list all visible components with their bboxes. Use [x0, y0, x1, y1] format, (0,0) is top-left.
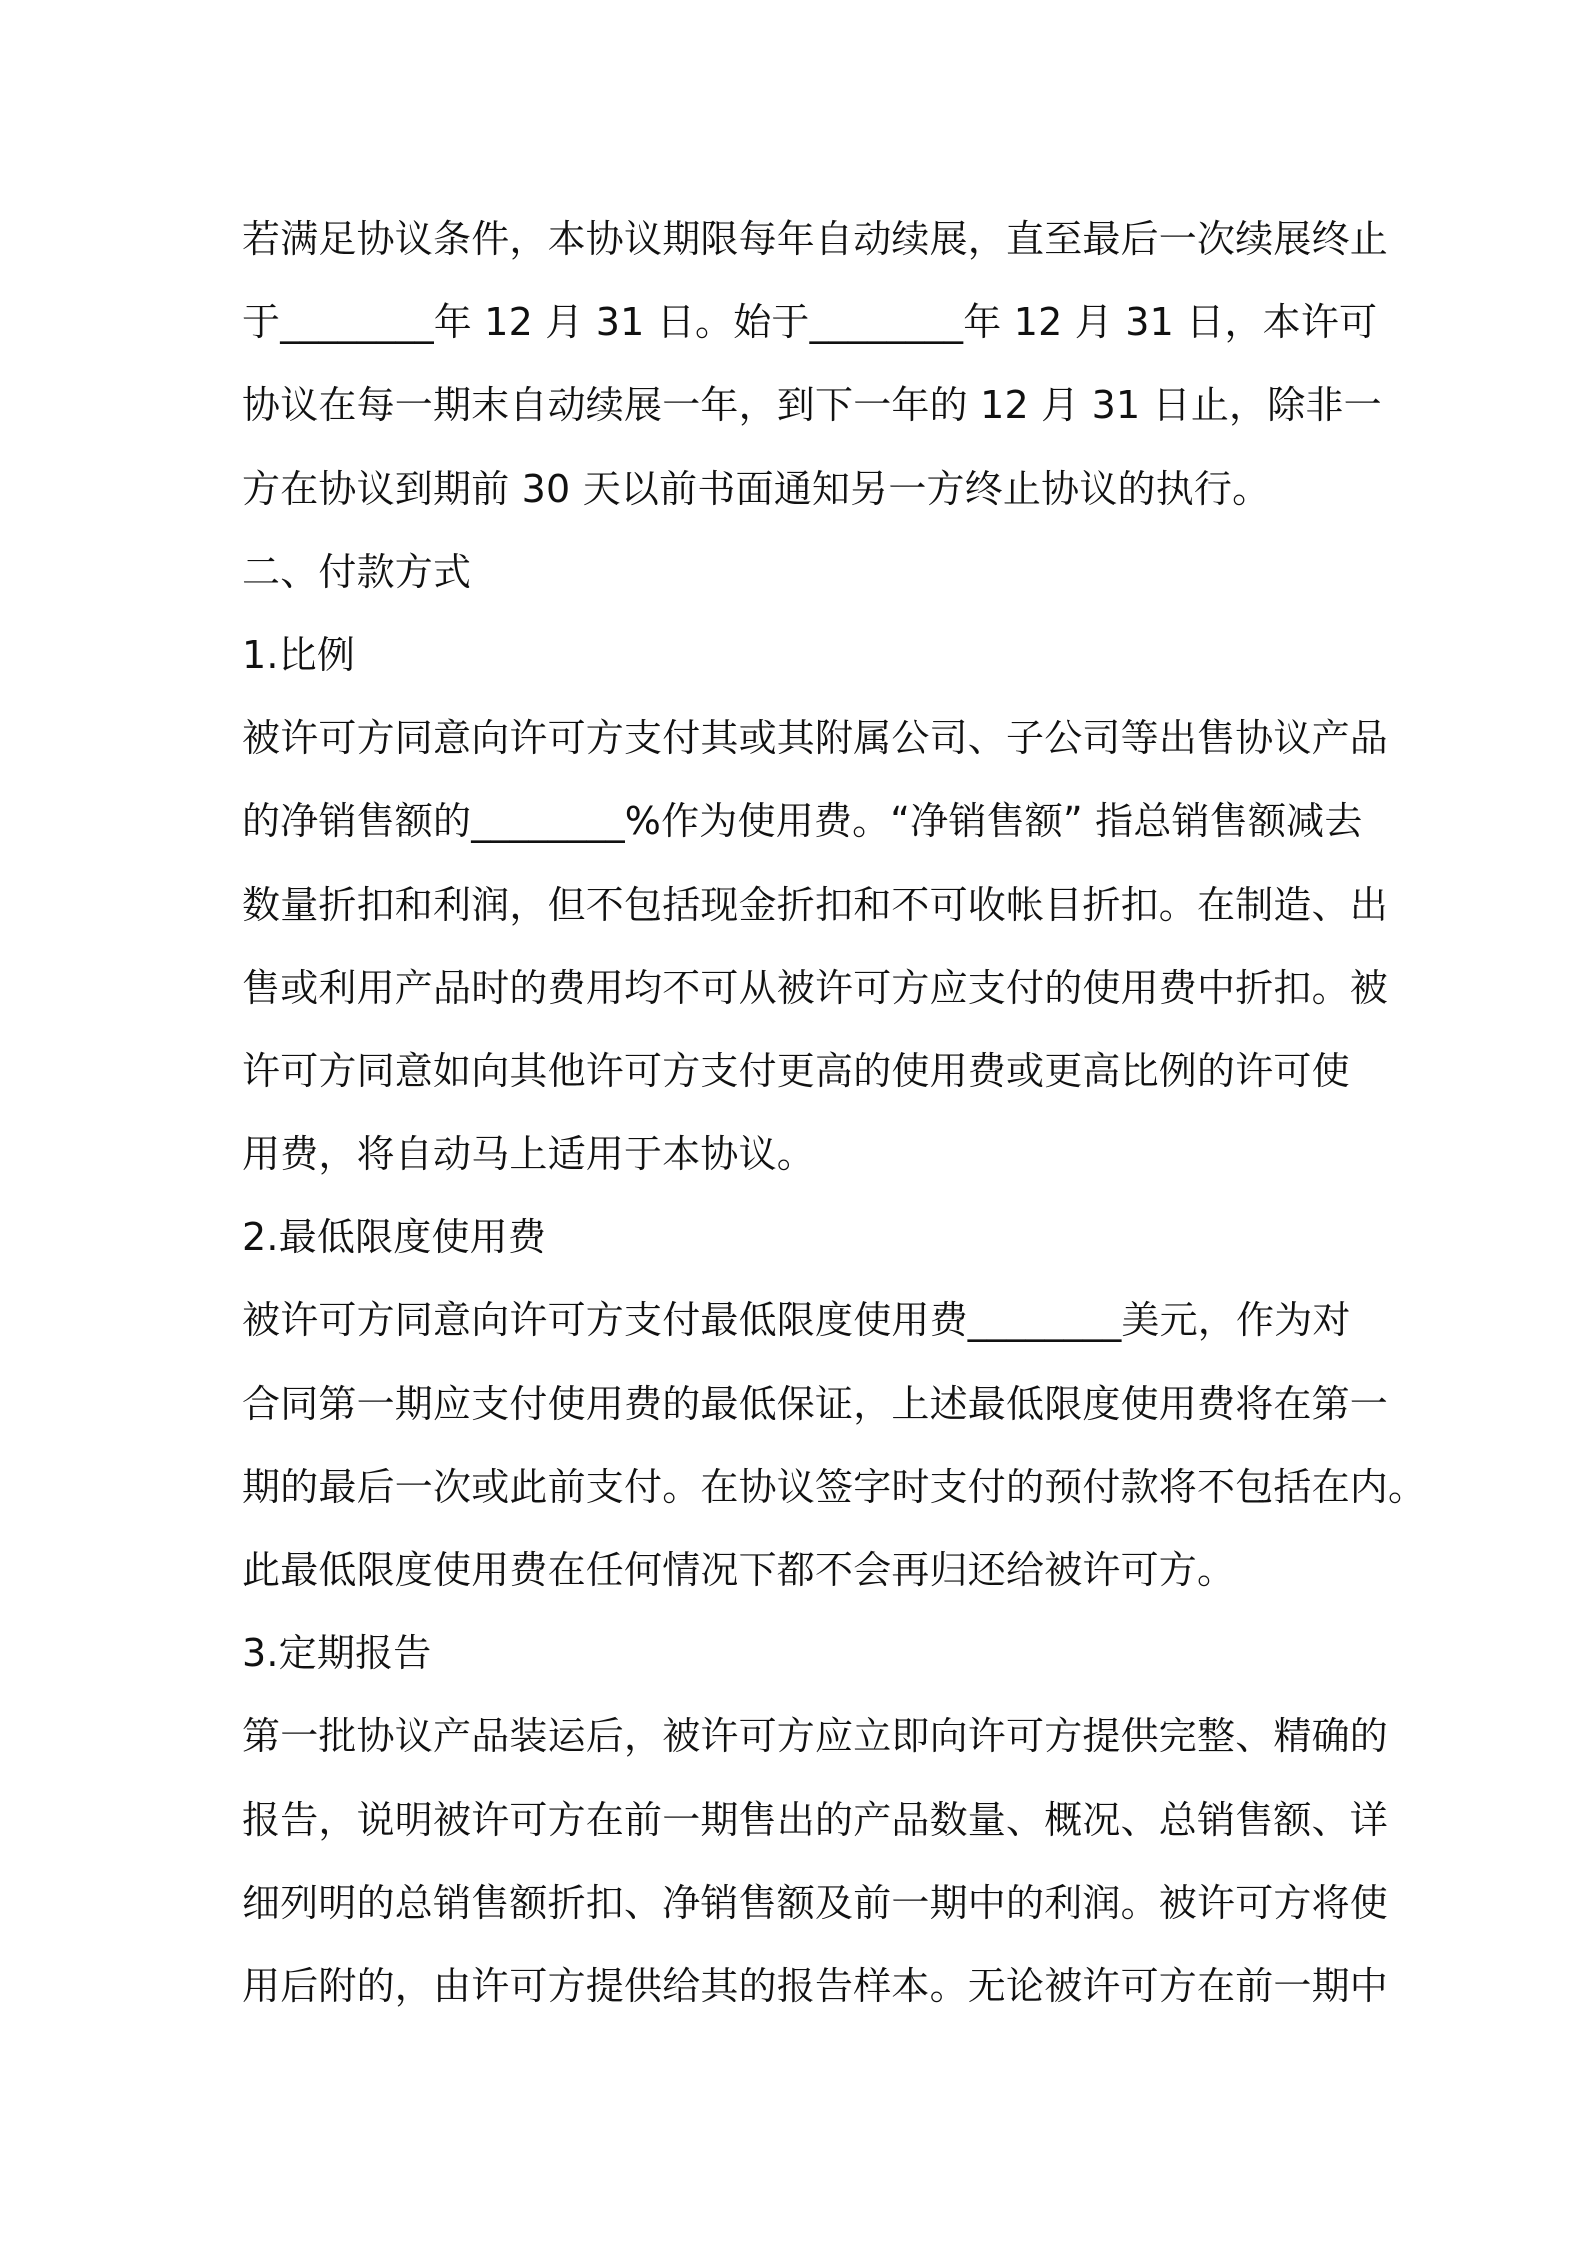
subsection-heading: 2.最低限度使用费	[242, 1215, 547, 1260]
paragraph-line: 用费，将自动马上适用于本协议。	[242, 1132, 816, 1177]
paragraph-line: 协议在每一期末自动续展一年，到下一年的 12 月 31 日止，除非一	[242, 383, 1382, 428]
paragraph-line: 数量折扣和利润，但不包括现金折扣和不可收帐目折扣。在制造、出	[242, 882, 1389, 927]
section-heading: 二、付款方式	[242, 549, 472, 594]
paragraph-line: 用后附的，由许可方提供给其的报告样本。无论被许可方在前一期中	[242, 1963, 1389, 2008]
paragraph-line: 若满足协议条件，本协议期限每年自动续展，直至最后一次续展终止	[242, 217, 1389, 261]
paragraph-line: 期的最后一次或此前支付。在协议签字时支付的预付款将不包括在内。	[242, 1464, 1427, 1509]
paragraph-line: 的净销售额的________%作为使用费。“净销售额” 指总销售额减去	[242, 799, 1363, 844]
paragraph-line: 细列明的总销售额折扣、净销售额及前一期中的利润。被许可方将使	[242, 1880, 1389, 1925]
document-body	[242, 198, 1427, 2028]
paragraph-line: 许可方同意如向其他许可方支付更高的使用费或更高比例的许可使	[242, 1048, 1350, 1093]
paragraph-line: 于________年 12 月 31 日。始于________年 12 月 31 日，本许可	[242, 300, 1378, 345]
paragraph-line: 被许可方同意向许可方支付最低限度使用费________美元，作为对	[242, 1298, 1351, 1343]
paragraph-line: 售或利用产品时的费用均不可从被许可方应支付的使用费中折扣。被	[242, 965, 1389, 1010]
subsection-heading: 3.定期报告	[242, 1631, 432, 1676]
paragraph-line: 第一批协议产品装运后，被许可方应立即向许可方提供完整、精确的	[242, 1714, 1389, 1759]
paragraph-line: 合同第一期应支付使用费的最低保证，上述最低限度使用费将在第一	[242, 1381, 1389, 1426]
paragraph-line: 方在协议到期前 30 天以前书面通知另一方终止协议的执行。	[242, 466, 1271, 511]
paragraph-line: 报告，说明被许可方在前一期售出的产品数量、概况、总销售额、详	[242, 1797, 1389, 1842]
paragraph-line: 被许可方同意向许可方支付其或其附属公司、子公司等出售协议产品	[242, 716, 1389, 761]
subsection-heading: 1.比例	[242, 632, 356, 677]
paragraph-line: 此最低限度使用费在任何情况下都不会再归还给被许可方。	[242, 1548, 1236, 1592]
